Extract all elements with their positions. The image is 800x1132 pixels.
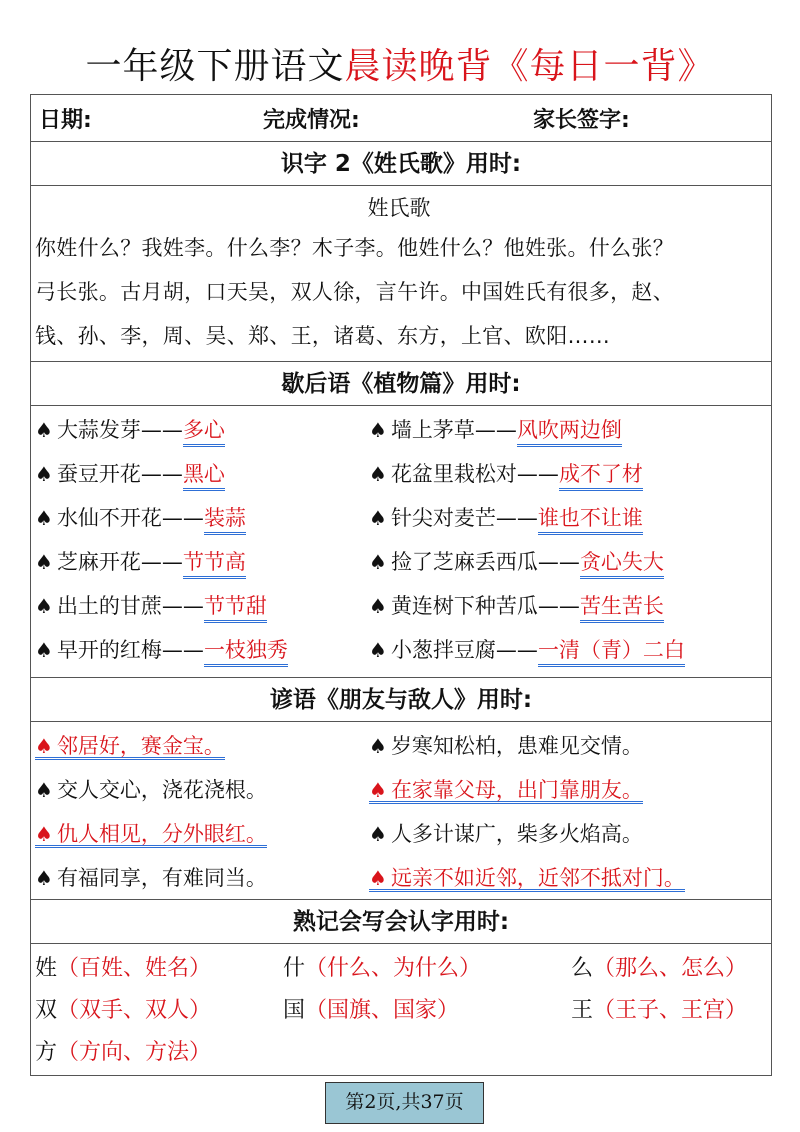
words-section: [31, 943, 771, 1075]
item-question: 墙上茅草——: [390, 418, 517, 442]
word-item: [35, 954, 211, 984]
spade-icon: ♠: [35, 418, 53, 442]
list-item: [369, 460, 643, 488]
item-question: 芝麻开花——: [56, 550, 183, 574]
section-title-words: 熟记会写会认字用时:: [31, 899, 771, 943]
list-item: [369, 864, 685, 892]
word-char: 国: [283, 998, 306, 1023]
spade-icon: ♠: [369, 594, 387, 618]
worksheet: [30, 94, 772, 1076]
list-item: [35, 776, 267, 804]
list-item: [35, 592, 267, 620]
spade-icon: ♠: [35, 778, 53, 802]
xiehouyu-section: [31, 405, 771, 677]
word-examples: （方向、方法）: [57, 1040, 212, 1065]
spade-icon: ♠: [35, 462, 53, 486]
word-char: 双: [35, 998, 58, 1023]
page-title: [0, 38, 800, 89]
item-text: 人多计谋广，柴多火焰高。: [390, 822, 643, 846]
title-main: 一年级下册语文: [85, 46, 345, 87]
spade-icon: ♠: [35, 594, 53, 618]
item-answer: 谁也不让谁: [538, 506, 643, 535]
word-char: 方: [35, 1040, 58, 1065]
yanyu-section: [31, 721, 771, 899]
item-text: 邻居好，赛金宝。: [56, 734, 225, 758]
item-question: 大蒜发芽——: [56, 418, 183, 442]
spade-icon: ♠: [369, 734, 387, 758]
spade-icon: ♠: [369, 418, 387, 442]
spade-icon: ♠: [369, 866, 387, 890]
item-answer: 多心: [183, 418, 225, 447]
poem-line: 你姓什么？我姓李。什么李？木子李。他姓什么？他姓张。什么张？: [35, 236, 674, 260]
poem-line: 钱、孙、李，周、吴、郑、王，诸葛、东方，上官、欧阳……: [35, 324, 611, 348]
item-text: 岁寒知松柏，患难见交情。: [390, 734, 643, 758]
poem-section: [31, 185, 771, 361]
item-question: 针尖对麦芒——: [390, 506, 538, 530]
word-item: [35, 996, 211, 1026]
signature-label: 家长签字:: [533, 107, 630, 133]
spade-icon: ♠: [369, 462, 387, 486]
item-text: 远亲不如近邻，近邻不抵对门。: [390, 866, 685, 890]
item-text: 仇人相见，分外眼红。: [56, 822, 267, 846]
item-answer: 贪心失大: [580, 550, 664, 579]
title-highlight: 晨读晚背《每日一背》: [344, 46, 715, 87]
word-examples: （什么、为什么）: [305, 956, 482, 981]
item-answer: 一清（青）二白: [538, 638, 685, 667]
word-char: 么: [571, 956, 594, 981]
item-answer: 苦生苦长: [580, 594, 664, 623]
word-item: [283, 996, 459, 1026]
list-item: [369, 820, 643, 848]
list-item: [35, 460, 225, 488]
item-answer: 节节甜: [204, 594, 267, 623]
word-examples: （双手、双人）: [57, 998, 212, 1023]
list-item: [369, 732, 643, 760]
word-examples: （王子、王宫）: [593, 998, 748, 1023]
spade-icon: ♠: [369, 506, 387, 530]
word-item: [283, 954, 481, 984]
word-examples: （百姓、姓名）: [57, 956, 212, 981]
item-answer: 装蒜: [204, 506, 246, 535]
status-label: 完成情况:: [263, 107, 360, 133]
list-item: [369, 592, 664, 620]
item-question: 水仙不开花——: [56, 506, 204, 530]
section-title-xiehouyu: 歇后语《植物篇》用时:: [31, 361, 771, 405]
list-item: [35, 636, 288, 664]
list-item: [369, 548, 664, 576]
item-answer: 成不了材: [559, 462, 643, 491]
word-char: 姓: [35, 956, 58, 981]
word-examples: （国旗、国家）: [305, 998, 460, 1023]
spade-icon: ♠: [369, 550, 387, 574]
list-item: [369, 416, 622, 444]
item-text: 有福同享，有难同当。: [56, 866, 267, 890]
spade-icon: ♠: [35, 550, 53, 574]
item-text: 交人交心，浇花浇根。: [56, 778, 267, 802]
item-answer: 一枝独秀: [204, 638, 288, 667]
list-item: [35, 820, 267, 848]
item-question: 小葱拌豆腐——: [390, 638, 538, 662]
list-item: [369, 776, 643, 804]
list-item: [35, 548, 246, 576]
spade-icon: ♠: [35, 638, 53, 662]
item-question: 蚕豆开花——: [56, 462, 183, 486]
spade-icon: ♠: [369, 778, 387, 802]
section-title-poem: 识字 2《姓氏歌》用时:: [31, 141, 771, 185]
word-item: [571, 996, 747, 1026]
poem-line: 弓长张。古月胡，口天吴，双人徐，言午许。中国姓氏有很多，赵、: [35, 280, 674, 304]
list-item: [35, 416, 225, 444]
spade-icon: ♠: [369, 822, 387, 846]
section-title-yanyu: 谚语《朋友与敌人》用时:: [31, 677, 771, 721]
date-label: 日期:: [39, 107, 92, 133]
word-item: [571, 954, 747, 984]
item-answer: 黑心: [183, 462, 225, 491]
list-item: [369, 504, 643, 532]
word-char: 什: [283, 956, 306, 981]
item-question: 捡了芝麻丢西瓜——: [390, 550, 580, 574]
word-examples: （那么、怎么）: [593, 956, 748, 981]
item-question: 花盆里栽松对——: [390, 462, 559, 486]
item-question: 黄连树下种苦瓜——: [390, 594, 580, 618]
spade-icon: ♠: [35, 866, 53, 890]
spade-icon: ♠: [369, 638, 387, 662]
item-question: 出土的甘蔗——: [56, 594, 204, 618]
info-row: [31, 95, 771, 141]
item-answer: 风吹两边倒: [517, 418, 622, 447]
word-char: 王: [571, 998, 594, 1023]
list-item: [35, 504, 246, 532]
item-answer: 节节高: [183, 550, 246, 579]
item-question: 早开的红梅——: [56, 638, 204, 662]
list-item: [35, 732, 225, 760]
spade-icon: ♠: [35, 506, 53, 530]
spade-icon: ♠: [35, 822, 53, 846]
word-item: [35, 1038, 211, 1068]
page-number-badge: 第2页,共37页: [325, 1082, 484, 1124]
item-text: 在家靠父母，出门靠朋友。: [390, 778, 643, 802]
list-item: [369, 636, 685, 664]
list-item: [35, 864, 267, 892]
poem-title: 姓氏歌: [367, 196, 431, 220]
spade-icon: ♠: [35, 734, 53, 758]
